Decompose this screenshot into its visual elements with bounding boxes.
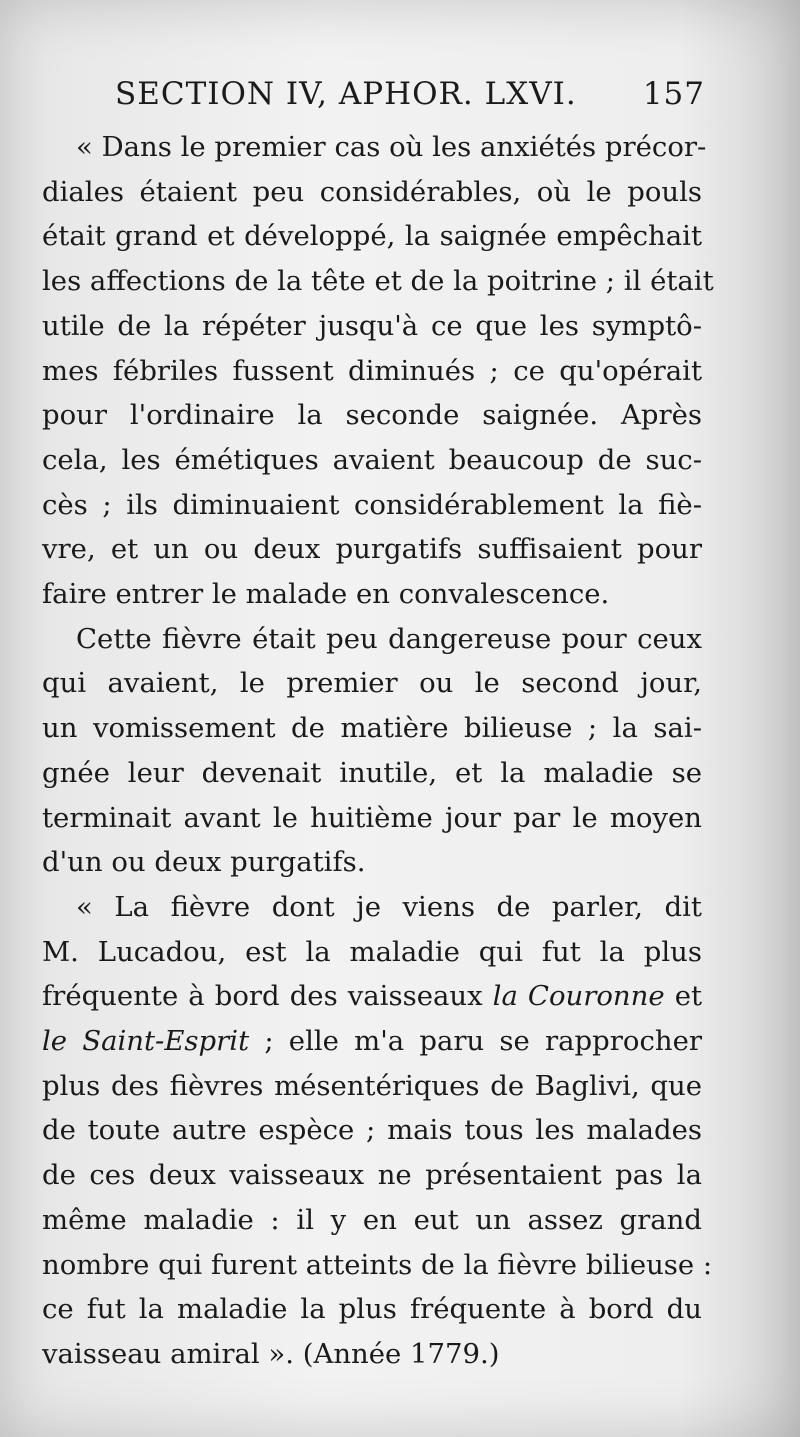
text-line: vre, et un ou deux purgatifs suffisaient pour — [42, 533, 702, 566]
body-text — [42, 125, 714, 1377]
text-line: de toute autre espèce ; mais tous les malades — [42, 1114, 702, 1147]
text-line: cela, les émétiques avaient beaucoup de suc- — [42, 443, 702, 476]
text-line: les affections de la tête et de la poitrine ; il était — [42, 265, 714, 298]
text-line: « La fièvre dont je viens de parler, dit — [76, 890, 702, 923]
text-line: qui avaient, le premier ou le second jour, — [42, 667, 702, 700]
page-number: 157 — [642, 76, 705, 112]
text-line: même maladie : il y en eut un assez grand — [42, 1203, 702, 1236]
ship-name-la-couronne: la Couronne — [492, 980, 665, 1013]
text-line: vaisseau amiral ». (Année 1779.) — [42, 1337, 500, 1370]
text-fragment: ; elle m'a paru se rapprocher — [264, 1025, 702, 1058]
paragraph-2 — [42, 617, 702, 885]
text-line-ship — [42, 1019, 702, 1064]
text-line: faire entrer le malade en convalescence. — [42, 578, 610, 611]
page-header — [115, 76, 705, 116]
ship-name-saint-esprit: le Saint-Esprit — [42, 1025, 250, 1058]
paragraph-1 — [42, 125, 714, 617]
text-line: nombre qui furent atteints de la fièvre bilieuse : — [42, 1248, 713, 1281]
text-line: utile de la répéter jusqu'à ce que les symptô- — [42, 309, 702, 342]
text-line: un vomissement de matière bilieuse ; la sai- — [42, 712, 702, 745]
text-line: M. Lucadou, est la maladie qui fut la plus — [42, 935, 702, 968]
text-line: mes fébriles fussent diminués ; ce qu'opérait — [42, 354, 702, 387]
text-line: pour l'ordinaire la seconde saignée. Après — [42, 399, 702, 432]
text-line: plus des fièvres mésentériques de Baglivi, que — [42, 1069, 702, 1102]
text-line: terminait avant le huitième jour par le moyen — [42, 801, 702, 834]
text-fragment: et — [674, 980, 703, 1013]
running-head: SECTION IV, APHOR. LXVI. — [115, 76, 577, 112]
text-line: d'un ou deux purgatifs. — [42, 846, 366, 879]
text-line: Cette fièvre était peu dangereuse pour ceux — [76, 622, 702, 655]
paragraph-3 — [42, 885, 713, 1377]
text-line: de ces deux vaisseaux ne présentaient pas la — [42, 1159, 702, 1192]
text-fragment: fréquente à bord des vaisseaux — [42, 980, 483, 1013]
text-line: cès ; ils diminuaient considérablement la fiè- — [42, 488, 702, 521]
text-line: « Dans le premier cas où les anxiétés précor- — [76, 131, 707, 163]
text-line-ship — [42, 974, 702, 1019]
text-line: gnée leur devenait inutile, et la maladie se — [42, 756, 702, 789]
text-line: diales étaient peu considérables, où le pouls — [42, 175, 702, 208]
text-line: était grand et développé, la saignée empêchait — [42, 220, 702, 253]
text-line: ce fut la maladie la plus fréquente à bord du — [42, 1293, 702, 1326]
